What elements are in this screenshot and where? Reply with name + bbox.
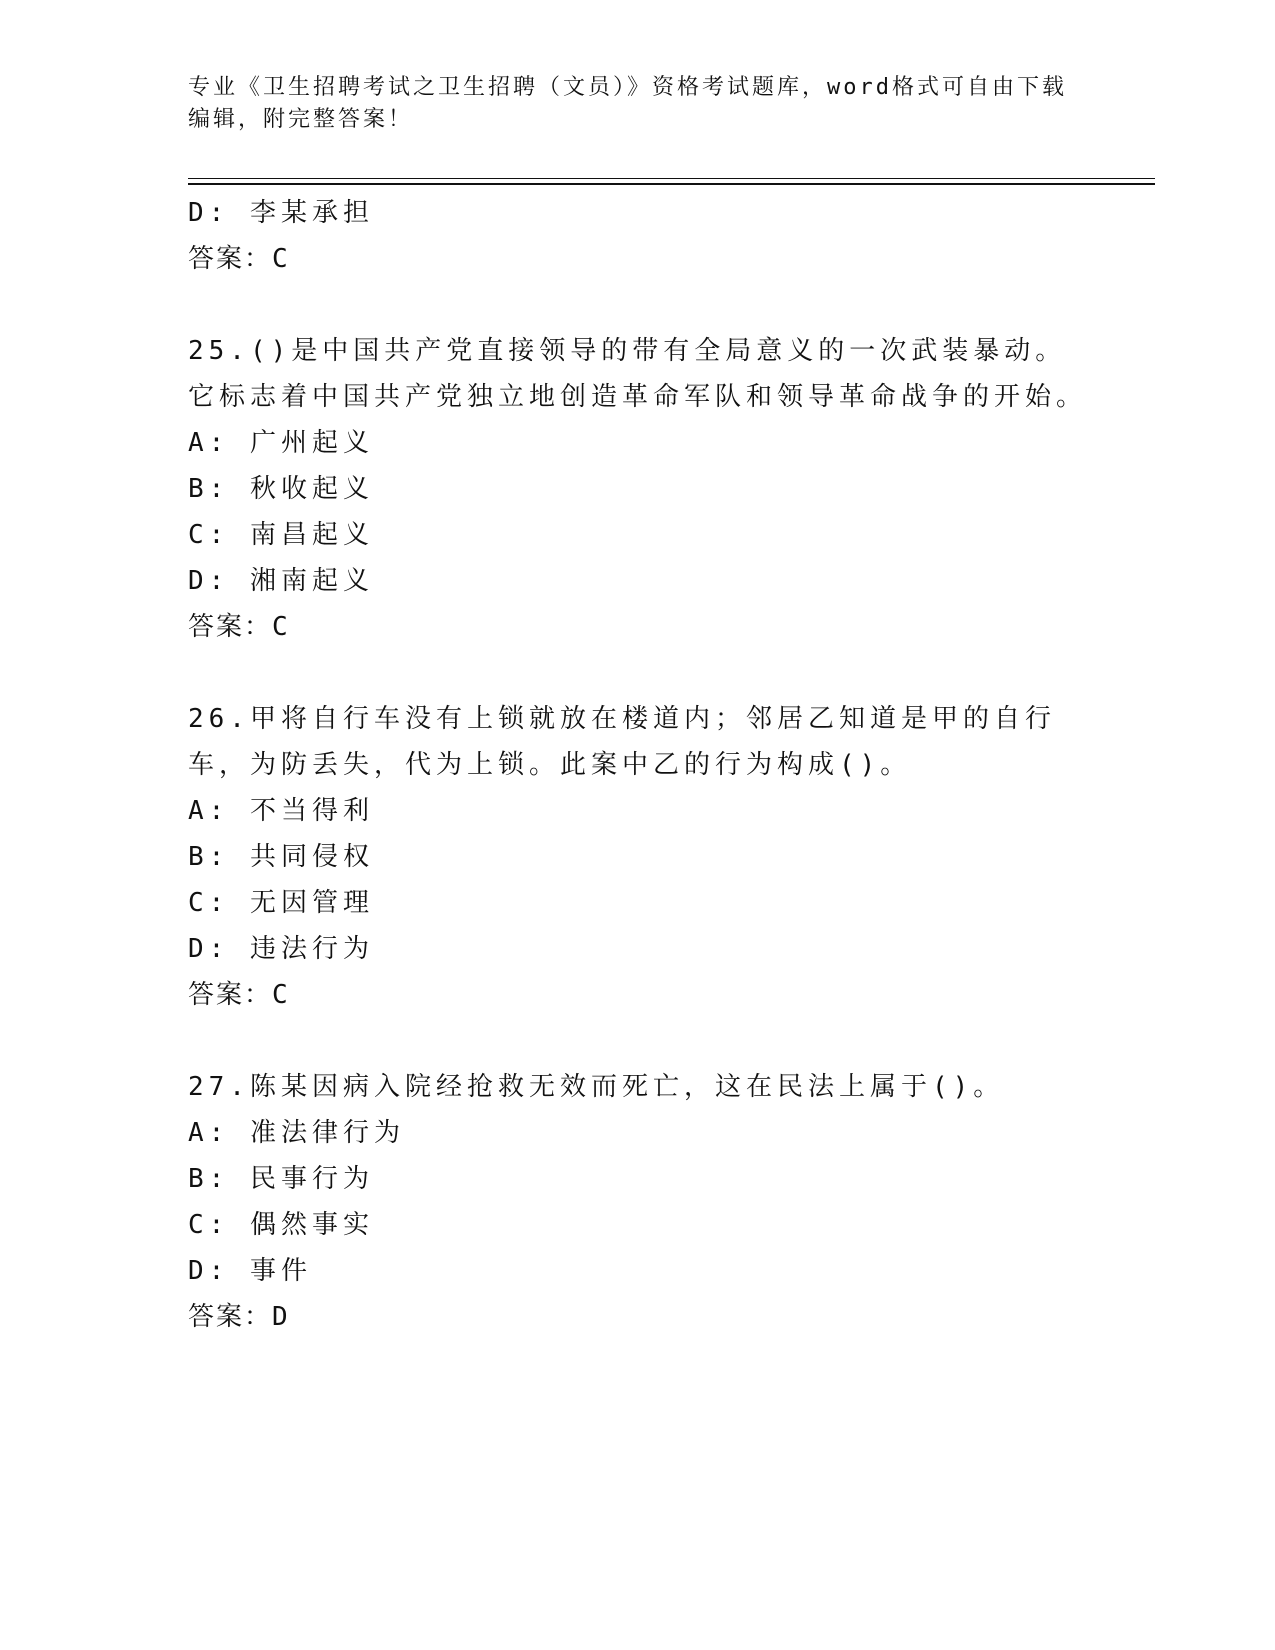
option-c: C: 无因管理 [188, 888, 374, 918]
question-25 [188, 328, 1088, 650]
header-divider-thin [188, 178, 1155, 179]
answer-line: 答案：C [188, 612, 290, 642]
option-c: C: 偶然事实 [188, 1210, 374, 1240]
answer-line: 答案：C [188, 244, 290, 274]
document-header: 专业《卫生招聘考试之卫生招聘（文员）》资格考试题库，word格式可自由下载编辑，附完整答案！ [188, 75, 1067, 132]
option-b: B: 民事行为 [188, 1164, 374, 1194]
question-text: 25.()是中国共产党直接领导的带有全局意义的一次武装暴动。它标志着中国共产党独立地创造革命军队和领导革命战争的开始。 [188, 336, 1088, 412]
partial-question [188, 190, 1088, 282]
question-27 [188, 1064, 1088, 1340]
question-text: 26.甲将自行车没有上锁就放在楼道内；邻居乙知道是甲的自行车，为防丢失，代为上锁。此案中乙的行为构成()。 [188, 704, 1056, 780]
option-d: D: 湘南起义 [188, 566, 374, 596]
option-d: D: 事件 [188, 1256, 312, 1286]
question-26 [188, 696, 1088, 1018]
spacer [188, 650, 1088, 696]
option-a: A: 准法律行为 [188, 1118, 405, 1148]
spacer [188, 282, 1088, 328]
answer-line: 答案：D [188, 1302, 290, 1332]
option-b: B: 共同侵权 [188, 842, 374, 872]
option-a: A: 广州起义 [188, 428, 374, 458]
question-text: 27.陈某因病入院经抢救无效而死亡，这在民法上属于()。 [188, 1072, 1005, 1102]
question-list [188, 190, 1088, 1340]
header-divider-thick [188, 183, 1155, 185]
option-d: D: 违法行为 [188, 934, 374, 964]
option-c: C: 南昌起义 [188, 520, 374, 550]
spacer [188, 1018, 1088, 1064]
answer-line: 答案：C [188, 980, 290, 1010]
option-d: D: 李某承担 [188, 198, 374, 228]
option-b: B: 秋收起义 [188, 474, 374, 504]
option-a: A: 不当得利 [188, 796, 374, 826]
